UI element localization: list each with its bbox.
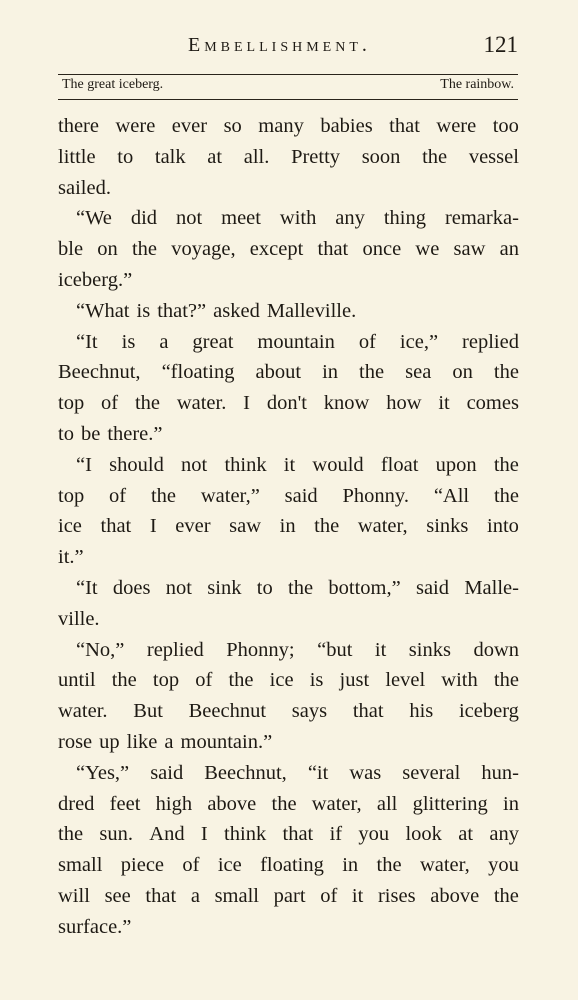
text-line: “No,” replied Phonny; “but it sinks down bbox=[76, 638, 519, 661]
text-line: ice that I ever saw in the water, sinks into bbox=[58, 515, 519, 538]
text-line: there were ever so many babies that were too bbox=[58, 115, 519, 137]
text-line: the sun. And I think that if you look at any bbox=[58, 823, 519, 846]
page-number: 121 bbox=[483, 32, 518, 57]
text-line: will see that a small part of it rises above the bbox=[58, 884, 519, 907]
text-line: top of the water. I don't know how it comes bbox=[58, 392, 519, 415]
text-line: little to talk at all. Pretty soon the vessel bbox=[58, 145, 519, 168]
text-line: “It is a great mountain of ice,” replied bbox=[76, 330, 519, 353]
subhead-right: The rainbow. bbox=[440, 77, 514, 92]
page-header bbox=[58, 32, 518, 62]
text-line: to be there.” bbox=[58, 422, 163, 445]
header-rule-bottom bbox=[58, 99, 518, 100]
text-line: “It does not sink to the bottom,” said Malle- bbox=[76, 576, 519, 599]
text-line: Beechnut, “floating about in the sea on the bbox=[58, 361, 519, 384]
text-line: sailed. bbox=[58, 176, 111, 199]
section-subheads bbox=[58, 77, 518, 101]
text-line: “What is that?” asked Malleville. bbox=[76, 299, 357, 322]
text-line: water. But Beechnut says that his iceberg bbox=[58, 700, 519, 723]
body-text bbox=[58, 111, 519, 943]
text-line: it.” bbox=[58, 546, 84, 569]
header-rule-top bbox=[58, 74, 518, 75]
running-title: Embellishment. bbox=[188, 34, 371, 56]
text-line: “We did not meet with any thing remarka- bbox=[76, 207, 519, 230]
text-line: ville. bbox=[58, 607, 100, 630]
text-line: top of the water,” said Phonny. “All the bbox=[58, 484, 519, 507]
text-line: ble on the voyage, except that once we saw an bbox=[58, 238, 519, 261]
text-line: “Yes,” said Beechnut, “it was several hun- bbox=[76, 761, 519, 784]
text-line: iceberg.” bbox=[58, 268, 133, 291]
text-line: “I should not think it would float upon the bbox=[76, 453, 519, 476]
text-line: small piece of ice floating in the water, you bbox=[58, 854, 519, 877]
text-line: dred feet high above the water, all glittering in bbox=[58, 792, 519, 815]
subhead-left: The great iceberg. bbox=[62, 77, 164, 92]
text-line: rose up like a mountain.” bbox=[58, 730, 273, 753]
text-line: surface.” bbox=[58, 915, 132, 938]
text-line: until the top of the ice is just level with the bbox=[58, 669, 519, 692]
